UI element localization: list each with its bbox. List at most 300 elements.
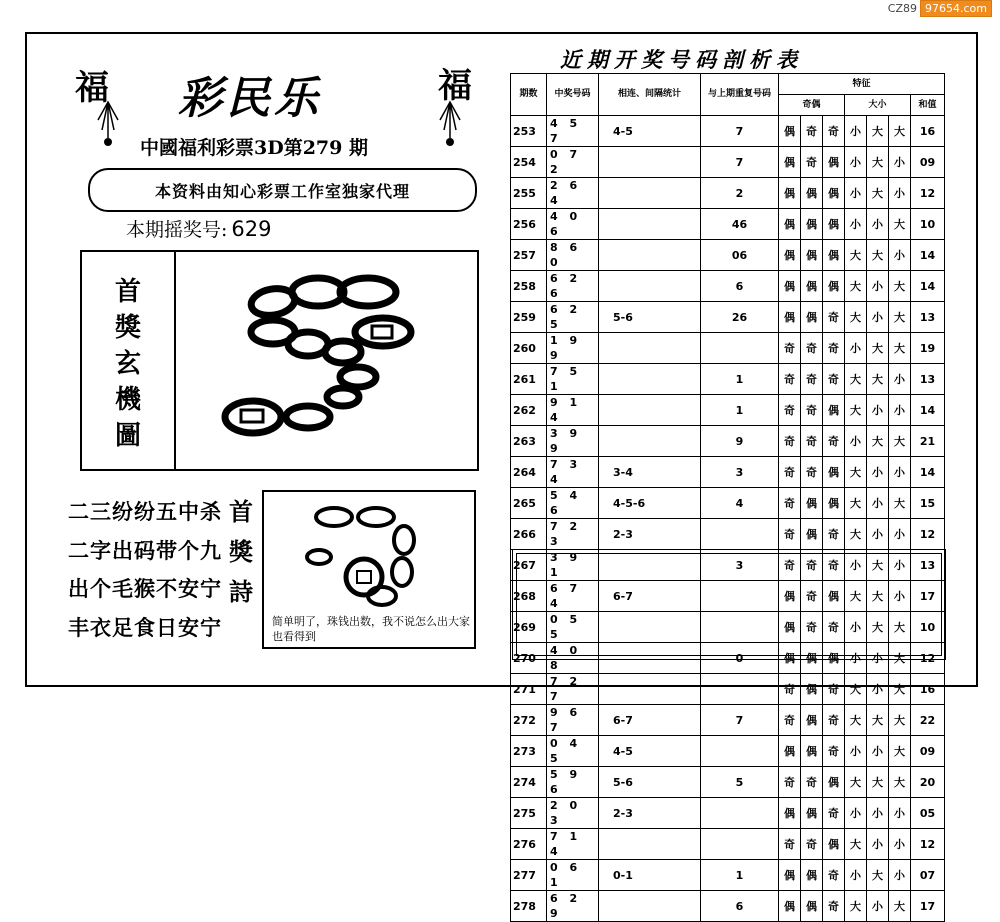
table-row bbox=[511, 333, 945, 364]
odd-even-cell: 偶 bbox=[823, 488, 845, 519]
odd-even-cell: 偶 bbox=[801, 240, 823, 271]
odd-even-cell: 偶 bbox=[779, 612, 801, 643]
big-small-cell: 小 bbox=[845, 550, 867, 581]
odd-even-cell: 奇 bbox=[779, 705, 801, 736]
big-small-cell: 大 bbox=[867, 767, 889, 798]
big-small-cell: 小 bbox=[845, 178, 867, 209]
header-numbers: 中奖号码 bbox=[547, 74, 599, 116]
big-small-cell: 大 bbox=[845, 488, 867, 519]
coin-picture-panel bbox=[262, 490, 476, 649]
empty-note-box bbox=[516, 553, 942, 656]
big-small-cell: 大 bbox=[889, 705, 911, 736]
odd-even-cell: 偶 bbox=[779, 860, 801, 891]
issue-cell: 274 bbox=[511, 767, 547, 798]
issue-cell: 257 bbox=[511, 240, 547, 271]
big-small-cell: 大 bbox=[867, 364, 889, 395]
numbers-cell: 0 4 5 bbox=[547, 736, 599, 767]
sum-cell: 14 bbox=[911, 457, 945, 488]
draw-number-value: 629 bbox=[231, 217, 272, 241]
repeat-cell bbox=[701, 333, 779, 364]
table-row bbox=[511, 767, 945, 798]
repeat-cell bbox=[701, 736, 779, 767]
issue-cell: 277 bbox=[511, 860, 547, 891]
big-small-cell: 小 bbox=[867, 643, 889, 674]
odd-even-cell: 奇 bbox=[779, 364, 801, 395]
sum-cell: 13 bbox=[911, 302, 945, 333]
numbers-cell: 3 9 1 bbox=[547, 550, 599, 581]
watermark-site-link[interactable]: 97654.com bbox=[920, 0, 992, 17]
table-row bbox=[511, 364, 945, 395]
numbers-cell: 6 2 5 bbox=[547, 302, 599, 333]
issue-cell: 263 bbox=[511, 426, 547, 457]
sum-cell: 13 bbox=[911, 550, 945, 581]
repeat-cell bbox=[701, 829, 779, 860]
big-small-cell: 大 bbox=[889, 612, 911, 643]
sum-cell: 12 bbox=[911, 643, 945, 674]
repeat-cell: 6 bbox=[701, 271, 779, 302]
consecutive-cell bbox=[599, 147, 701, 178]
numbers-cell: 0 6 1 bbox=[547, 860, 599, 891]
big-small-cell: 小 bbox=[867, 519, 889, 550]
table-row bbox=[511, 674, 945, 705]
consecutive-cell bbox=[599, 364, 701, 395]
fu-character-left: 福 bbox=[75, 68, 109, 108]
numbers-cell: 7 2 7 bbox=[547, 674, 599, 705]
big-small-cell: 小 bbox=[867, 488, 889, 519]
odd-even-cell: 偶 bbox=[779, 116, 801, 147]
big-small-cell: 大 bbox=[845, 519, 867, 550]
hint-poem bbox=[68, 493, 222, 647]
coin-chain-puzzle-image bbox=[178, 252, 475, 467]
odd-even-cell: 偶 bbox=[779, 736, 801, 767]
big-small-cell: 小 bbox=[867, 395, 889, 426]
watermark-badge[interactable] bbox=[888, 2, 992, 15]
odd-even-cell: 偶 bbox=[779, 271, 801, 302]
consecutive-cell: 5-6 bbox=[599, 302, 701, 333]
big-small-cell: 小 bbox=[867, 736, 889, 767]
table-row bbox=[511, 736, 945, 767]
big-small-cell: 大 bbox=[845, 364, 867, 395]
big-small-cell: 大 bbox=[867, 705, 889, 736]
big-small-cell: 大 bbox=[867, 581, 889, 612]
odd-even-cell: 奇 bbox=[823, 550, 845, 581]
repeat-cell bbox=[701, 798, 779, 829]
sum-cell: 12 bbox=[911, 829, 945, 860]
odd-even-cell: 偶 bbox=[801, 519, 823, 550]
issue-cell: 271 bbox=[511, 674, 547, 705]
repeat-cell: 7 bbox=[701, 116, 779, 147]
sum-cell: 10 bbox=[911, 612, 945, 643]
big-small-cell: 小 bbox=[889, 829, 911, 860]
issue-cell: 267 bbox=[511, 550, 547, 581]
odd-even-cell: 偶 bbox=[823, 178, 845, 209]
table-row bbox=[511, 860, 945, 891]
consecutive-cell bbox=[599, 240, 701, 271]
repeat-cell: 6 bbox=[701, 891, 779, 922]
sum-cell: 09 bbox=[911, 147, 945, 178]
big-small-cell: 大 bbox=[889, 116, 911, 147]
odd-even-cell: 偶 bbox=[823, 147, 845, 178]
sum-cell: 12 bbox=[911, 519, 945, 550]
header-big-small: 大小 bbox=[845, 95, 911, 116]
draw-number-line bbox=[126, 215, 272, 242]
repeat-cell: 26 bbox=[701, 302, 779, 333]
puzzle-panel bbox=[80, 250, 479, 471]
big-small-cell: 大 bbox=[889, 736, 911, 767]
odd-even-cell: 偶 bbox=[779, 798, 801, 829]
odd-even-cell: 奇 bbox=[779, 488, 801, 519]
big-small-cell: 大 bbox=[889, 271, 911, 302]
header-issue: 期数 bbox=[511, 74, 547, 116]
big-small-cell: 大 bbox=[845, 891, 867, 922]
big-small-cell: 小 bbox=[889, 364, 911, 395]
repeat-cell: 46 bbox=[701, 209, 779, 240]
big-small-cell: 小 bbox=[845, 860, 867, 891]
big-small-cell: 大 bbox=[889, 209, 911, 240]
table-row bbox=[511, 147, 945, 178]
big-small-cell: 小 bbox=[867, 271, 889, 302]
big-small-cell: 小 bbox=[889, 240, 911, 271]
odd-even-cell: 奇 bbox=[823, 860, 845, 891]
big-small-cell: 大 bbox=[889, 643, 911, 674]
numbers-cell: 7 3 4 bbox=[547, 457, 599, 488]
big-small-cell: 大 bbox=[867, 550, 889, 581]
poem-title-char: 獎 bbox=[229, 537, 253, 566]
big-small-cell: 大 bbox=[845, 705, 867, 736]
big-small-cell: 大 bbox=[867, 147, 889, 178]
numbers-cell: 0 7 2 bbox=[547, 147, 599, 178]
issue-cell: 270 bbox=[511, 643, 547, 674]
big-small-cell: 大 bbox=[845, 395, 867, 426]
poem-line: 丰衣足食日安宁 bbox=[68, 615, 222, 640]
odd-even-cell: 奇 bbox=[801, 395, 823, 426]
odd-even-cell: 奇 bbox=[801, 457, 823, 488]
big-small-cell: 小 bbox=[889, 581, 911, 612]
odd-even-cell: 偶 bbox=[779, 147, 801, 178]
issue-cell: 262 bbox=[511, 395, 547, 426]
odd-even-cell: 偶 bbox=[801, 302, 823, 333]
odd-even-cell: 奇 bbox=[823, 612, 845, 643]
big-small-cell: 小 bbox=[889, 457, 911, 488]
big-small-cell: 大 bbox=[867, 612, 889, 643]
odd-even-cell: 偶 bbox=[779, 209, 801, 240]
table-header-row bbox=[511, 74, 945, 95]
big-small-cell: 大 bbox=[867, 116, 889, 147]
odd-even-cell: 偶 bbox=[801, 178, 823, 209]
sum-cell: 13 bbox=[911, 364, 945, 395]
poem-title-char: 首 bbox=[229, 497, 253, 526]
table-row bbox=[511, 519, 945, 550]
sum-cell: 10 bbox=[911, 209, 945, 240]
big-small-cell: 小 bbox=[845, 736, 867, 767]
repeat-cell: 06 bbox=[701, 240, 779, 271]
odd-even-cell: 偶 bbox=[823, 829, 845, 860]
consecutive-cell bbox=[599, 209, 701, 240]
slogan-banner bbox=[88, 168, 477, 212]
odd-even-cell: 奇 bbox=[779, 519, 801, 550]
issue-cell: 275 bbox=[511, 798, 547, 829]
numbers-cell: 6 2 9 bbox=[547, 891, 599, 922]
big-small-cell: 小 bbox=[889, 860, 911, 891]
odd-even-cell: 偶 bbox=[801, 860, 823, 891]
issue-cell: 265 bbox=[511, 488, 547, 519]
odd-even-cell: 偶 bbox=[801, 488, 823, 519]
header-sum: 和值 bbox=[911, 95, 945, 116]
table-row bbox=[511, 488, 945, 519]
big-small-cell: 大 bbox=[867, 426, 889, 457]
big-small-cell: 小 bbox=[867, 798, 889, 829]
big-small-cell: 大 bbox=[867, 178, 889, 209]
odd-even-cell: 奇 bbox=[801, 333, 823, 364]
big-small-cell: 大 bbox=[867, 333, 889, 364]
sum-cell: 16 bbox=[911, 674, 945, 705]
table-row bbox=[511, 209, 945, 240]
consecutive-cell: 6-7 bbox=[599, 705, 701, 736]
consecutive-cell: 6-7 bbox=[599, 581, 701, 612]
table-body bbox=[511, 116, 945, 922]
puzzle-title-char: 圖 bbox=[114, 421, 141, 451]
numbers-cell: 3 9 9 bbox=[547, 426, 599, 457]
issue-cell: 269 bbox=[511, 612, 547, 643]
odd-even-cell: 奇 bbox=[823, 333, 845, 364]
consecutive-cell: 4-5 bbox=[599, 736, 701, 767]
repeat-cell: 1 bbox=[701, 395, 779, 426]
odd-even-cell: 偶 bbox=[779, 891, 801, 922]
table-row bbox=[511, 302, 945, 333]
issue-cell: 266 bbox=[511, 519, 547, 550]
repeat-cell: 5 bbox=[701, 767, 779, 798]
odd-even-cell: 偶 bbox=[779, 643, 801, 674]
sum-cell: 21 bbox=[911, 426, 945, 457]
numbers-cell: 5 4 6 bbox=[547, 488, 599, 519]
odd-even-cell: 偶 bbox=[823, 209, 845, 240]
watermark bbox=[0, 0, 1000, 22]
issue-cell: 276 bbox=[511, 829, 547, 860]
issue-cell: 260 bbox=[511, 333, 547, 364]
consecutive-cell: 2-3 bbox=[599, 798, 701, 829]
odd-even-cell: 奇 bbox=[823, 798, 845, 829]
odd-even-cell: 奇 bbox=[823, 891, 845, 922]
puzzle-title-char: 首 bbox=[114, 277, 141, 307]
odd-even-cell: 奇 bbox=[823, 116, 845, 147]
odd-even-cell: 偶 bbox=[801, 643, 823, 674]
repeat-cell: 0 bbox=[701, 643, 779, 674]
odd-even-cell: 奇 bbox=[823, 705, 845, 736]
odd-even-cell: 偶 bbox=[801, 209, 823, 240]
numbers-cell: 0 5 5 bbox=[547, 612, 599, 643]
consecutive-cell: 0-1 bbox=[599, 860, 701, 891]
odd-even-cell: 奇 bbox=[801, 550, 823, 581]
poem-line: 出个毛猴不安宁 bbox=[68, 577, 222, 601]
big-small-cell: 小 bbox=[845, 333, 867, 364]
big-small-cell: 大 bbox=[889, 891, 911, 922]
consecutive-cell: 4-5 bbox=[599, 116, 701, 147]
big-small-cell: 大 bbox=[889, 426, 911, 457]
numbers-cell: 8 6 0 bbox=[547, 240, 599, 271]
results-analysis-table bbox=[510, 73, 945, 922]
numbers-cell: 7 1 4 bbox=[547, 829, 599, 860]
odd-even-cell: 偶 bbox=[801, 271, 823, 302]
odd-even-cell: 奇 bbox=[801, 426, 823, 457]
odd-even-cell: 奇 bbox=[779, 395, 801, 426]
numbers-cell: 7 2 3 bbox=[547, 519, 599, 550]
odd-even-cell: 奇 bbox=[779, 767, 801, 798]
big-small-cell: 小 bbox=[889, 550, 911, 581]
odd-even-cell: 奇 bbox=[823, 302, 845, 333]
odd-even-cell: 偶 bbox=[823, 271, 845, 302]
puzzle-divider bbox=[174, 252, 176, 469]
sum-cell: 14 bbox=[911, 240, 945, 271]
big-small-cell: 小 bbox=[889, 147, 911, 178]
issue-subtitle: 中國福利彩票3D第279 期 bbox=[140, 137, 368, 159]
numbers-cell: 4 5 7 bbox=[547, 116, 599, 147]
issue-cell: 255 bbox=[511, 178, 547, 209]
consecutive-cell bbox=[599, 395, 701, 426]
consecutive-cell bbox=[599, 426, 701, 457]
odd-even-cell: 奇 bbox=[823, 364, 845, 395]
header-repeat: 与上期重复号码 bbox=[701, 74, 779, 116]
numbers-cell: 1 9 9 bbox=[547, 333, 599, 364]
big-small-cell: 大 bbox=[845, 271, 867, 302]
odd-even-cell: 偶 bbox=[823, 767, 845, 798]
big-small-cell: 小 bbox=[889, 519, 911, 550]
big-small-cell: 小 bbox=[867, 674, 889, 705]
sum-cell: 17 bbox=[911, 891, 945, 922]
table-row bbox=[511, 178, 945, 209]
puzzle-title-char: 機 bbox=[114, 385, 141, 415]
numbers-cell: 7 5 1 bbox=[547, 364, 599, 395]
numbers-cell: 9 6 7 bbox=[547, 705, 599, 736]
odd-even-cell: 偶 bbox=[779, 302, 801, 333]
odd-even-cell: 偶 bbox=[779, 178, 801, 209]
big-small-cell: 小 bbox=[845, 209, 867, 240]
big-small-cell: 小 bbox=[867, 302, 889, 333]
table-row bbox=[511, 457, 945, 488]
odd-even-cell: 偶 bbox=[779, 240, 801, 271]
odd-even-cell: 奇 bbox=[801, 364, 823, 395]
draw-number-label: 本期摇奖号: bbox=[126, 219, 228, 241]
odd-even-cell: 奇 bbox=[779, 333, 801, 364]
big-small-cell: 大 bbox=[867, 240, 889, 271]
puzzle-title bbox=[108, 274, 148, 454]
odd-even-cell: 偶 bbox=[823, 240, 845, 271]
big-small-cell: 小 bbox=[845, 147, 867, 178]
odd-even-cell: 奇 bbox=[823, 426, 845, 457]
coin-chain-picture bbox=[264, 492, 474, 617]
sum-cell: 22 bbox=[911, 705, 945, 736]
repeat-cell: 2 bbox=[701, 178, 779, 209]
odd-even-cell: 奇 bbox=[823, 736, 845, 767]
issue-cell: 261 bbox=[511, 364, 547, 395]
issue-cell: 256 bbox=[511, 209, 547, 240]
consecutive-cell bbox=[599, 829, 701, 860]
numbers-cell: 5 9 6 bbox=[547, 767, 599, 798]
odd-even-cell: 偶 bbox=[823, 643, 845, 674]
big-small-cell: 小 bbox=[867, 891, 889, 922]
numbers-cell: 9 1 4 bbox=[547, 395, 599, 426]
odd-even-cell: 奇 bbox=[801, 767, 823, 798]
repeat-cell: 7 bbox=[701, 705, 779, 736]
sum-cell: 12 bbox=[911, 178, 945, 209]
repeat-cell: 4 bbox=[701, 488, 779, 519]
table-row bbox=[511, 426, 945, 457]
odd-even-cell: 奇 bbox=[801, 829, 823, 860]
repeat-cell bbox=[701, 674, 779, 705]
sum-cell: 19 bbox=[911, 333, 945, 364]
sum-cell: 16 bbox=[911, 116, 945, 147]
big-small-cell: 小 bbox=[845, 612, 867, 643]
issue-cell: 254 bbox=[511, 147, 547, 178]
odd-even-cell: 奇 bbox=[779, 829, 801, 860]
sum-cell: 09 bbox=[911, 736, 945, 767]
odd-even-cell: 奇 bbox=[779, 457, 801, 488]
numbers-cell: 2 0 3 bbox=[547, 798, 599, 829]
sum-cell: 07 bbox=[911, 860, 945, 891]
consecutive-cell: 4-5-6 bbox=[599, 488, 701, 519]
odd-even-cell: 奇 bbox=[801, 147, 823, 178]
fu-character-right: 福 bbox=[438, 66, 472, 106]
issue-cell: 272 bbox=[511, 705, 547, 736]
picture-caption: 简单明了，珠钱出数，我不说怎么出大家也看得到 bbox=[272, 615, 470, 643]
numbers-cell: 2 6 4 bbox=[547, 178, 599, 209]
big-small-cell: 大 bbox=[845, 302, 867, 333]
big-small-cell: 大 bbox=[845, 581, 867, 612]
big-small-cell: 大 bbox=[889, 488, 911, 519]
odd-even-cell: 奇 bbox=[801, 612, 823, 643]
poem-title bbox=[226, 492, 256, 612]
odd-even-cell: 奇 bbox=[779, 674, 801, 705]
numbers-cell: 4 0 6 bbox=[547, 209, 599, 240]
repeat-cell: 1 bbox=[701, 364, 779, 395]
lantern-tassel-right-icon bbox=[430, 100, 470, 160]
sum-cell: 17 bbox=[911, 581, 945, 612]
big-small-cell: 小 bbox=[889, 178, 911, 209]
big-small-cell: 小 bbox=[845, 798, 867, 829]
page-title: 彩民乐 bbox=[178, 73, 322, 124]
sum-cell: 14 bbox=[911, 271, 945, 302]
issue-cell: 268 bbox=[511, 581, 547, 612]
header-feature: 特征 bbox=[779, 74, 945, 95]
odd-even-cell: 偶 bbox=[823, 581, 845, 612]
issue-cell: 273 bbox=[511, 736, 547, 767]
numbers-cell: 6 2 6 bbox=[547, 271, 599, 302]
consecutive-cell: 5-6 bbox=[599, 767, 701, 798]
big-small-cell: 小 bbox=[867, 209, 889, 240]
big-small-cell: 小 bbox=[845, 426, 867, 457]
big-small-cell: 小 bbox=[867, 829, 889, 860]
lantern-tassel-left-icon bbox=[88, 100, 128, 160]
table-row bbox=[511, 240, 945, 271]
sum-cell: 05 bbox=[911, 798, 945, 829]
repeat-cell: 1 bbox=[701, 860, 779, 891]
issue-cell: 264 bbox=[511, 457, 547, 488]
big-small-cell: 大 bbox=[845, 767, 867, 798]
odd-even-cell: 偶 bbox=[801, 798, 823, 829]
numbers-cell: 6 7 4 bbox=[547, 581, 599, 612]
big-small-cell: 大 bbox=[845, 674, 867, 705]
poem-title-char: 詩 bbox=[229, 577, 253, 606]
odd-even-cell: 偶 bbox=[801, 674, 823, 705]
consecutive-cell: 2-3 bbox=[599, 519, 701, 550]
poem-line: 二三纷纷五中杀 bbox=[68, 500, 222, 524]
big-small-cell: 大 bbox=[845, 240, 867, 271]
watermark-prefix: CZ89 bbox=[887, 2, 918, 15]
big-small-cell: 大 bbox=[845, 457, 867, 488]
table-row bbox=[511, 829, 945, 860]
consecutive-cell: 3-4 bbox=[599, 457, 701, 488]
repeat-cell: 3 bbox=[701, 457, 779, 488]
issue-cell: 253 bbox=[511, 116, 547, 147]
